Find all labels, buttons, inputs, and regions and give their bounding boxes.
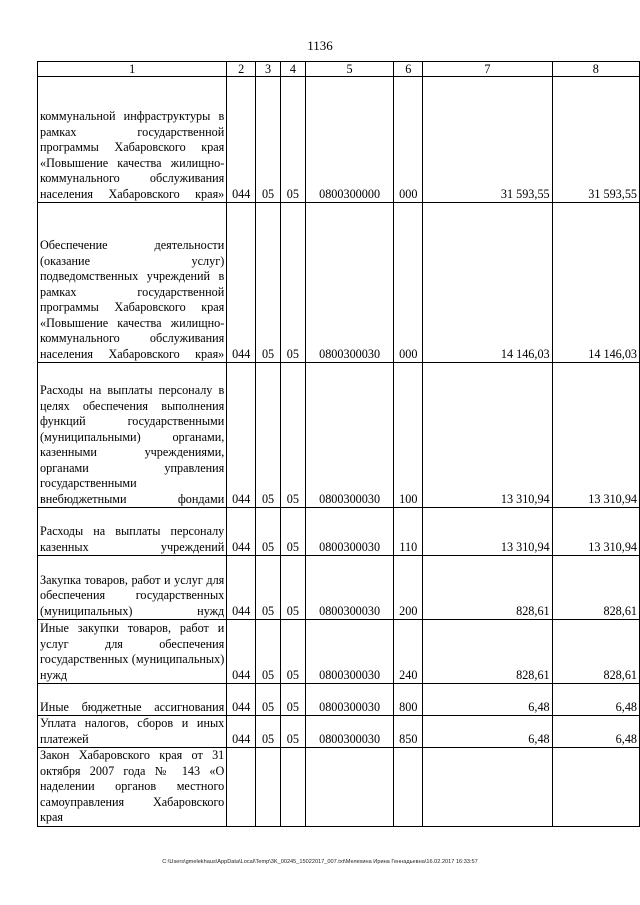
cell-amount-1: 6,48 [423,684,552,716]
table-row [38,620,640,684]
cell-amount-1: 31 593,55 [423,77,552,203]
cell-section: 05 [256,684,281,716]
cell-target-article: 0800300030 [305,620,394,684]
cell-ministry: 044 [227,716,256,748]
cell-ministry: 044 [227,77,256,203]
cell-subsection: 05 [280,363,305,508]
cell-expense-type: 800 [394,684,423,716]
cell-amount-1: 828,61 [423,620,552,684]
cell-amount-2: 6,48 [552,716,639,748]
row-name: Обеспечение деятельности (оказание услуг) подведомственных учреждений в рамках государственной программы Хабаровского края «Повышение качества жилищно-коммунального обслуживания населения Хабаровского края» [38,203,227,363]
page-number: 1136 [307,38,333,53]
budget-table [37,61,640,827]
cell-expense-type: 000 [394,203,423,363]
cell-amount-2 [552,748,639,827]
table-row [38,203,640,363]
row-name: Расходы на выплаты персоналу казенных учреждений [38,508,227,556]
header-col-7: 7 [423,62,552,77]
cell-amount-2: 14 146,03 [552,203,639,363]
cell-section: 05 [256,556,281,620]
cell-target-article: 0800300030 [305,716,394,748]
header-col-3: 3 [256,62,281,77]
cell-target-article: 0800300030 [305,684,394,716]
row-name: Расходы на выплаты персоналу в целях обеспечения выполнения функций государственными (муниципальными) органами, казенными учреждениями, органами управления государственными внебюджетными фондами [38,363,227,508]
header-col-5: 5 [305,62,394,77]
table-row [38,556,640,620]
cell-ministry: 044 [227,363,256,508]
cell-amount-2: 828,61 [552,556,639,620]
cell-section: 05 [256,363,281,508]
row-name: Уплата налогов, сборов и иных платежей [38,716,227,748]
cell-expense-type [394,748,423,827]
cell-expense-type: 110 [394,508,423,556]
row-name: коммунальной инфраструктуры в рамках государственной программы Хабаровского края «Повышение качества жилищно-коммунального обслуживания населения Хабаровского края» [38,77,227,203]
cell-section [256,748,281,827]
cell-amount-2: 828,61 [552,620,639,684]
cell-amount-2: 13 310,94 [552,363,639,508]
header-col-2: 2 [227,62,256,77]
cell-amount-1: 13 310,94 [423,508,552,556]
table-row [38,508,640,556]
file-path-footer: C:\Users\gmelekhaus\AppData\Local\Temp\3K_00245_15022017_007.txt\Мелехина Ирина Геннадьевна\16.02.2017 16:33:57 [162,859,478,865]
cell-amount-1: 13 310,94 [423,363,552,508]
cell-ministry: 044 [227,684,256,716]
cell-amount-1 [423,748,552,827]
cell-subsection: 05 [280,556,305,620]
cell-subsection: 05 [280,620,305,684]
cell-target-article: 0800300030 [305,203,394,363]
cell-target-article: 0800300030 [305,508,394,556]
table-row [38,716,640,748]
header-col-1: 1 [38,62,227,77]
row-name: Закупка товаров, работ и услуг для обеспечения государственных (муниципальных) нужд [38,556,227,620]
cell-section: 05 [256,203,281,363]
cell-amount-2: 13 310,94 [552,508,639,556]
cell-ministry: 044 [227,203,256,363]
cell-amount-1: 6,48 [423,716,552,748]
cell-ministry [227,748,256,827]
cell-subsection: 05 [280,684,305,716]
cell-expense-type: 000 [394,77,423,203]
header-col-6: 6 [394,62,423,77]
cell-ministry: 044 [227,556,256,620]
cell-ministry: 044 [227,508,256,556]
cell-subsection [280,748,305,827]
table-row [38,748,640,827]
cell-ministry: 044 [227,620,256,684]
cell-subsection: 05 [280,77,305,203]
cell-target-article [305,748,394,827]
cell-expense-type: 240 [394,620,423,684]
cell-subsection: 05 [280,203,305,363]
cell-amount-1: 14 146,03 [423,203,552,363]
table-row [38,363,640,508]
cell-target-article: 0800300030 [305,363,394,508]
header-col-4: 4 [280,62,305,77]
row-name: Иные бюджетные ассигнования [38,684,227,716]
cell-amount-2: 6,48 [552,684,639,716]
cell-target-article: 0800300030 [305,556,394,620]
cell-section: 05 [256,620,281,684]
cell-amount-2: 31 593,55 [552,77,639,203]
header-col-8: 8 [552,62,639,77]
cell-subsection: 05 [280,508,305,556]
header-row [38,62,640,77]
cell-expense-type: 850 [394,716,423,748]
cell-expense-type: 200 [394,556,423,620]
table-row [38,684,640,716]
cell-section: 05 [256,716,281,748]
cell-section: 05 [256,77,281,203]
cell-subsection: 05 [280,716,305,748]
cell-section: 05 [256,508,281,556]
cell-expense-type: 100 [394,363,423,508]
cell-amount-1: 828,61 [423,556,552,620]
table-row [38,77,640,203]
row-name: Закон Хабаровского края от 31 октября 2007 года № 143 «О наделении органов местного самоуправления Хабаровского края [38,748,227,827]
row-name: Иные закупки товаров, работ и услуг для обеспечения государственных (муниципальных) нужд [38,620,227,684]
cell-target-article: 0800300000 [305,77,394,203]
